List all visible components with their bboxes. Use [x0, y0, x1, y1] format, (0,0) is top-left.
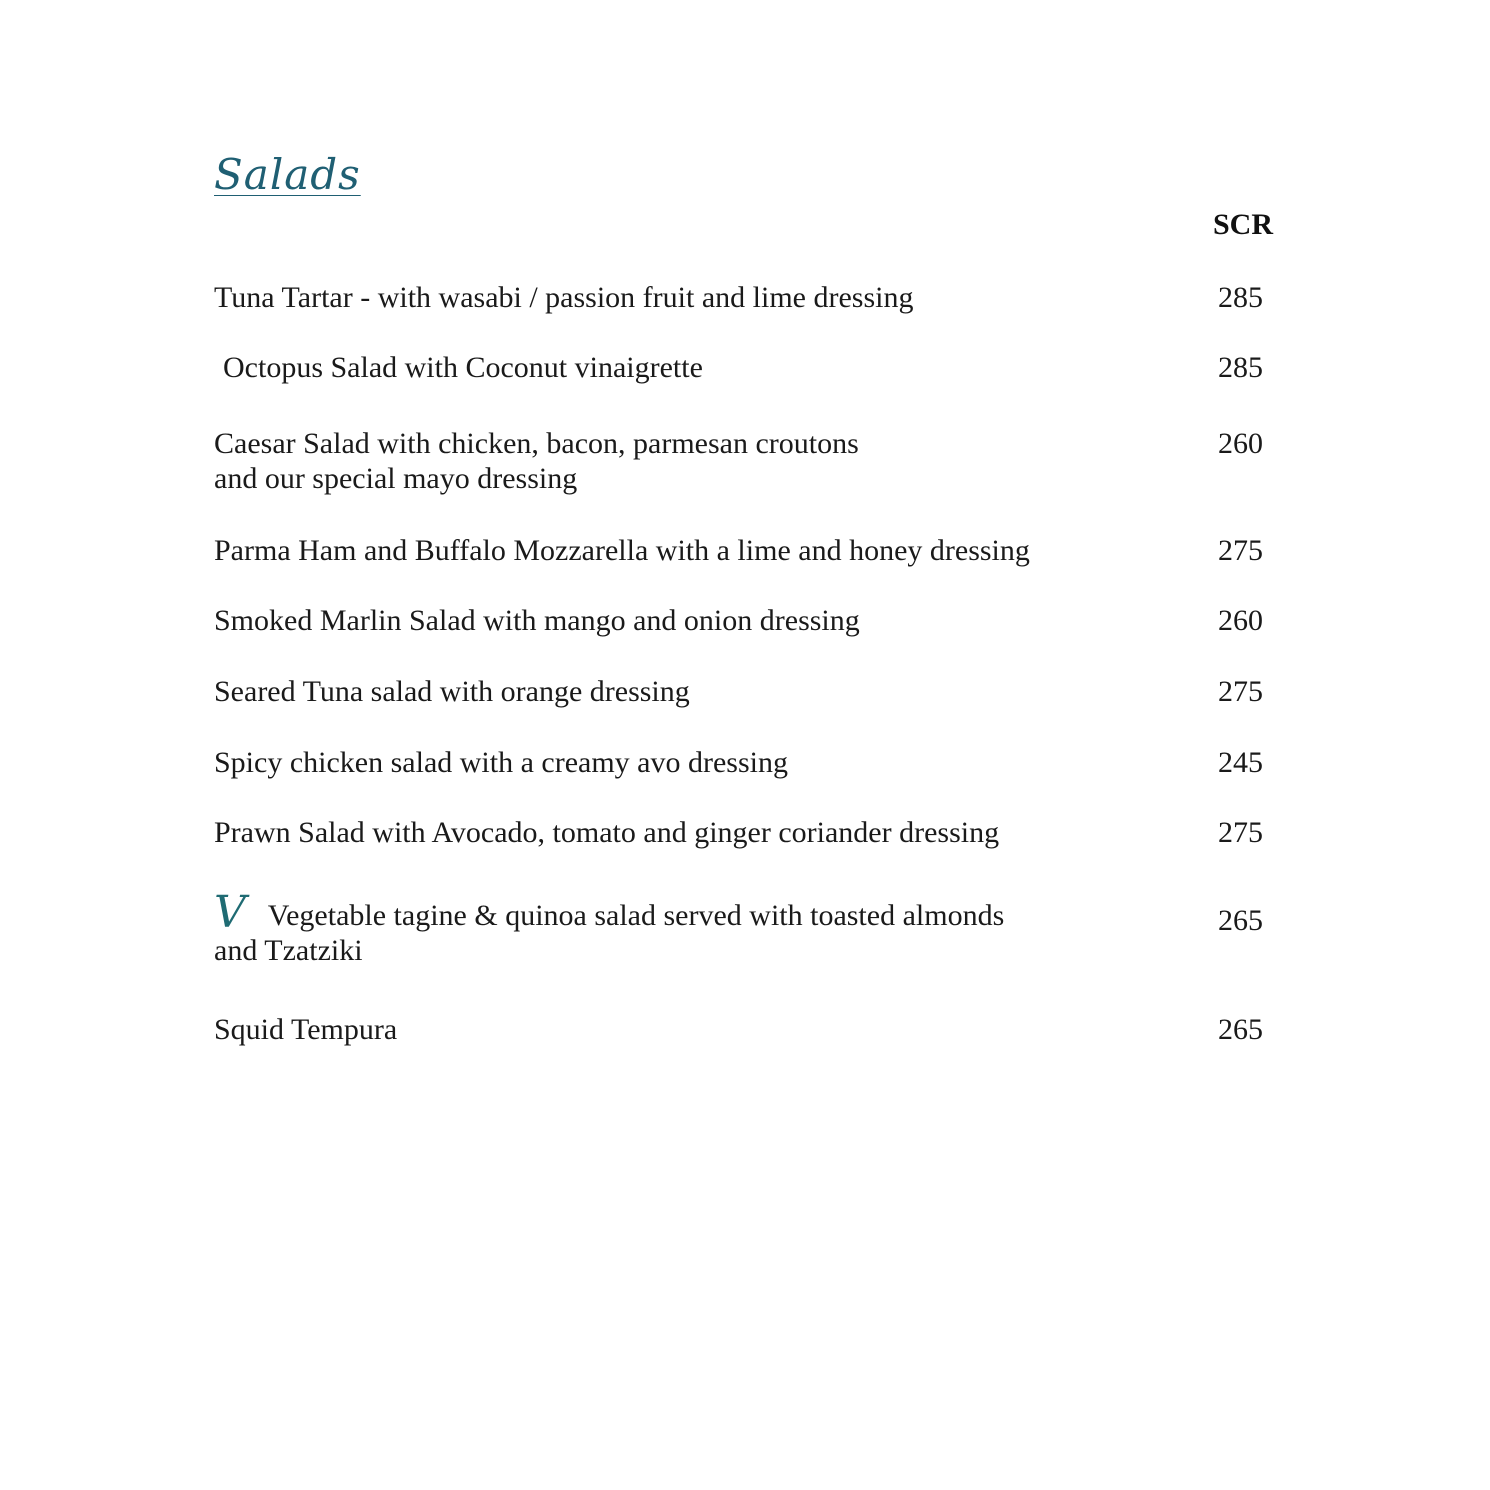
menu-item-price: 245: [1218, 746, 1263, 779]
section-title: Salads: [214, 150, 361, 199]
menu-item-name: Octopus Salad with Coconut vinaigrette: [223, 351, 703, 384]
menu-item-name-text: Vegetable tagine & quinoa salad served with toasted almonds and Tzatziki: [214, 899, 1005, 967]
vegetarian-icon: V: [214, 887, 246, 938]
menu-item-name: Smoked Marlin Salad with mango and onion dressing: [214, 604, 860, 637]
currency-header: SCR: [1213, 208, 1274, 241]
menu-item-price: 260: [1218, 604, 1263, 637]
menu-item-price: 260: [1218, 427, 1263, 460]
menu-item-name: Tuna Tartar - with wasabi / passion fruit and lime dressing: [214, 281, 914, 314]
menu-item-name: Squid Tempura: [214, 1013, 398, 1046]
menu-item-price: 275: [1218, 675, 1263, 708]
menu-item-price: 265: [1218, 1013, 1263, 1046]
menu-item-name: [214, 887, 1174, 968]
menu-item-price: 285: [1218, 281, 1263, 314]
menu-item-name: Caesar Salad with chicken, bacon, parmesan croutons and our special mayo dressing: [214, 427, 859, 495]
menu-item-price: 275: [1218, 534, 1263, 567]
menu-item-price: 285: [1218, 351, 1263, 384]
menu-item-name: Seared Tuna salad with orange dressing: [214, 675, 690, 708]
menu-item-name: Parma Ham and Buffalo Mozzarella with a lime and honey dressing: [214, 534, 1030, 567]
menu-item-price: 275: [1218, 816, 1263, 849]
menu-item-price: 265: [1218, 904, 1263, 937]
menu-item-name: Prawn Salad with Avocado, tomato and ginger coriander dressing: [214, 816, 1000, 849]
menu-item-name: Spicy chicken salad with a creamy avo dressing: [214, 746, 788, 779]
